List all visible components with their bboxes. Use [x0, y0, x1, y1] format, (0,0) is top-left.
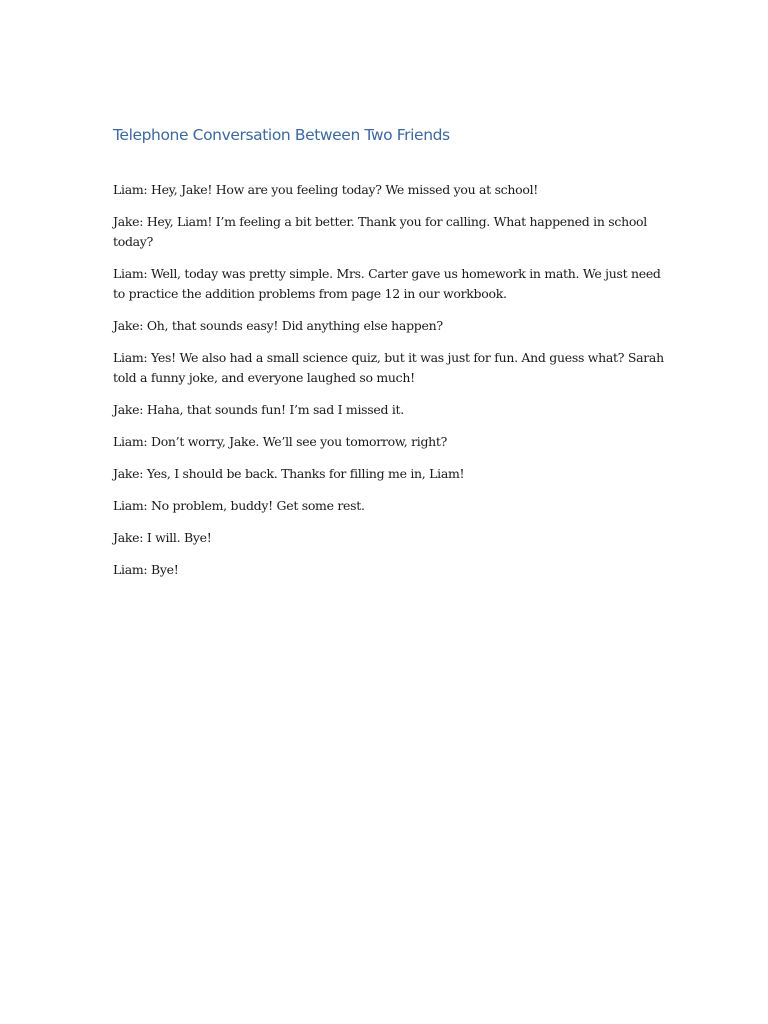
document-title: Telephone Conversation Between Two Friends — [113, 126, 450, 144]
dialogue-line: Liam: Yes! We also had a small science quiz, but it was just for fun. And guess what? Sarah told a funny joke, and everyone laughed so much! — [113, 350, 664, 385]
dialogue-line: Jake: Oh, that sounds easy! Did anything else happen? — [113, 318, 443, 333]
dialogue-line: Liam: Don’t worry, Jake. We’ll see you tomorrow, right? — [113, 434, 448, 449]
dialogue-line: Liam: Hey, Jake! How are you feeling today? We missed you at school! — [113, 182, 539, 197]
dialogue-line: Jake: Hey, Liam! I’m feeling a bit better. Thank you for calling. What happened in school today? — [113, 214, 647, 249]
dialogue-line: Liam: No problem, buddy! Get some rest. — [113, 498, 365, 513]
conversation-body — [113, 180, 668, 592]
dialogue-line: Jake: I will. Bye! — [113, 530, 212, 545]
dialogue-line: Liam: Bye! — [113, 562, 179, 577]
dialogue-line: Liam: Well, today was pretty simple. Mrs. Carter gave us homework in math. We just need to practice the addition problems from page 12 in our workbook. — [113, 266, 661, 301]
dialogue-line: Jake: Yes, I should be back. Thanks for filling me in, Liam! — [113, 466, 465, 481]
dialogue-line: Jake: Haha, that sounds fun! I’m sad I missed it. — [113, 402, 404, 417]
